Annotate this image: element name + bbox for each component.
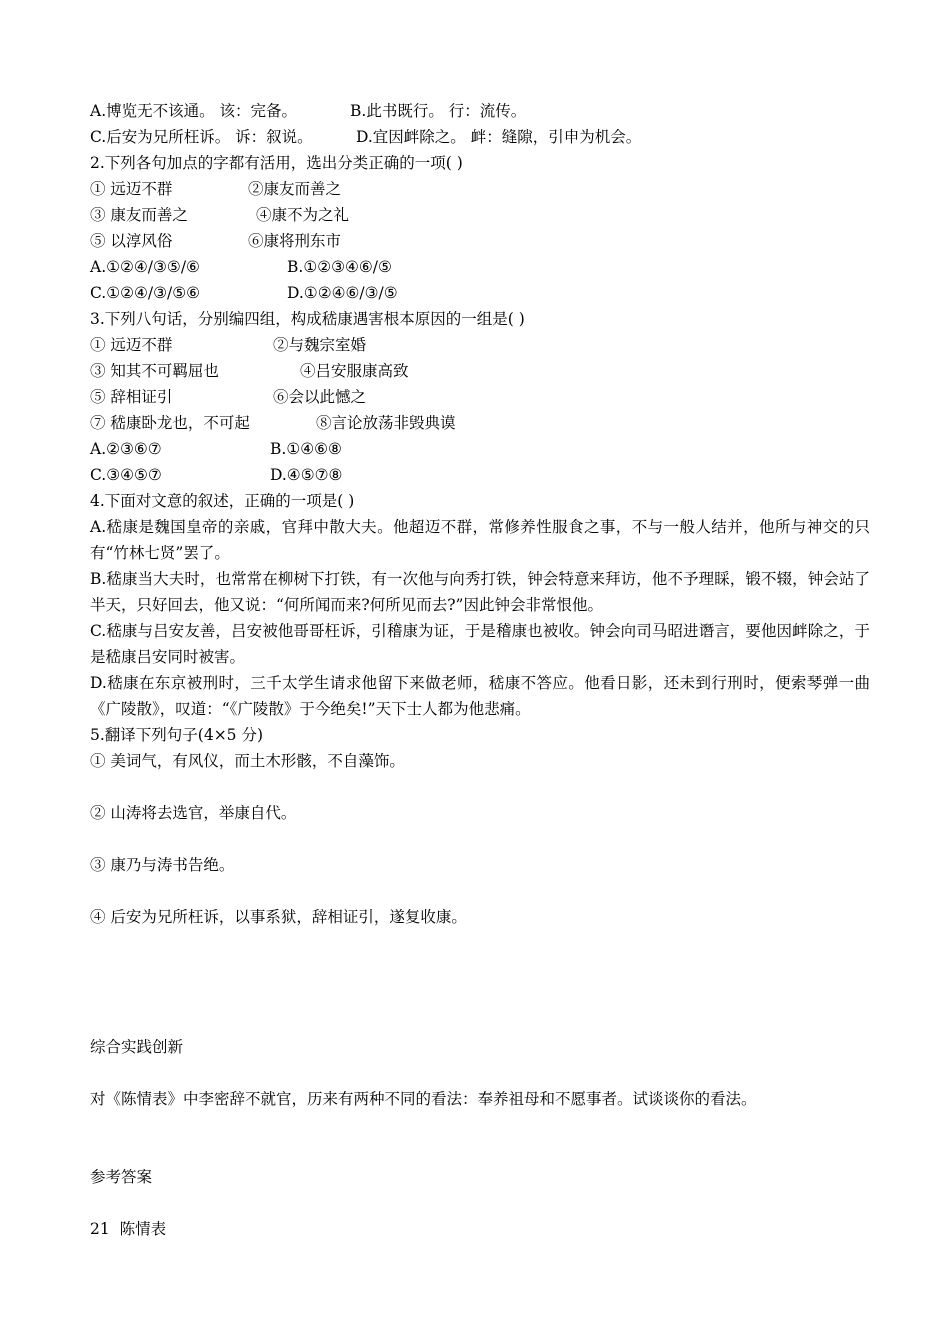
q3-item-row xyxy=(90,332,870,358)
q2-option: C.①②④/③/⑤⑥ xyxy=(90,284,201,302)
q3-item: ②与魏宗室婚 xyxy=(273,336,367,354)
q5-item: ② 山涛将去选官，举康自代。 xyxy=(90,804,297,822)
practice-text: 对《陈情表》中李密辞不就官，历来有两种不同的看法：奉养祖母和不愿事者。试谈谈你的看法。 xyxy=(90,1090,757,1108)
q5-item: ① 美词气，有风仪，而土木形骸，不自藻饰。 xyxy=(90,752,405,770)
q1-options-row-2 xyxy=(90,124,870,150)
q1-options-row-1 xyxy=(90,98,870,124)
q2-item-row xyxy=(90,176,870,202)
q3-item-row xyxy=(90,384,870,410)
q3-item: ① 远迈不群 xyxy=(90,336,173,354)
q3-option: C.③④⑤⑦ xyxy=(90,466,162,484)
q4-option-c: C.嵇康与吕安友善，吕安被他哥哥枉诉，引稽康为证，于是稽康也被收。钟会向司马昭进谮言，要他因衅除之，于是嵇康吕安同时被害。 xyxy=(90,622,870,666)
q2-item: ⑤ 以淳风俗 xyxy=(90,232,173,250)
q2-option: D.①②④⑥/③/⑤ xyxy=(287,284,398,302)
q1-option-d: D.宜因衅除之。 衅：缝隙，引申为机会。 xyxy=(356,128,642,146)
q3-item-row xyxy=(90,358,870,384)
q1-option-a: A.博览无不该通。 该：完备。 xyxy=(90,102,298,120)
q4-option-a: A.嵇康是魏国皇帝的亲戚，官拜中散大夫。他超迈不群，常修养性服食之事，不与一般人结并，他所与神交的只有“竹林七贤”罢了。 xyxy=(90,518,870,562)
q2-item: ③ 康友而善之 xyxy=(90,206,188,224)
q2-option: B.①②③④⑥/⑤ xyxy=(287,258,392,276)
q3-item: ⑥会以此憾之 xyxy=(273,388,367,406)
q3-item: ⑦ 嵇康卧龙也，不可起 xyxy=(90,414,250,432)
q4-option-b: B.嵇康当大夫时，也常常在柳树下打铁，有一次他与向秀打铁，钟会特意来拜访，他不予理睬，锻不辍，钟会站了半天，只好回去，他又说：“何所闻而来?何所见而去?”因此钟会非常恨他。 xyxy=(90,570,870,614)
q3-item: ⑧言论放荡非毁典谟 xyxy=(316,414,456,432)
q3-item: ⑤ 辞相证引 xyxy=(90,388,173,406)
q2-item-row xyxy=(90,228,870,254)
q2-option: A.①②④/③⑤/⑥ xyxy=(90,258,200,276)
q2-option-row xyxy=(90,254,870,280)
q1-option-c: C.后安为兄所枉诉。 诉：叙说。 xyxy=(90,128,313,146)
practice-heading: 综合实践创新 xyxy=(90,1038,184,1056)
q4-option-d: D.嵇康在东京被刑时，三千太学生请求他留下来做老师，嵇康不答应。他看日影，还未到行刑时，便索琴弹一曲《广陵散》，叹道：“《广陵散》于今绝矣!”天下士人都为他悲痛。 xyxy=(90,674,870,718)
q2-item: ②康友而善之 xyxy=(248,180,342,198)
q2-item: ④康不为之礼 xyxy=(256,206,350,224)
q3-option: D.④⑤⑦⑧ xyxy=(270,466,343,484)
q5-stem: 5.翻译下列句子(4×5 分) xyxy=(90,726,264,744)
q2-option-row xyxy=(90,280,870,306)
answers-title: 21 陈情表 xyxy=(90,1220,167,1238)
q3-item: ④吕安服康高致 xyxy=(300,362,409,380)
q2-item-row xyxy=(90,202,870,228)
q1-option-b: B.此书既行。 行：流传。 xyxy=(350,102,527,120)
document-page xyxy=(90,98,870,1242)
q2-item: ⑥康将刑东市 xyxy=(248,232,342,250)
q3-option: A.②③⑥⑦ xyxy=(90,440,162,458)
q3-stem: 3.下列八句话，分别编四组，构成嵇康遇害根本原因的一组是( ) xyxy=(90,310,525,328)
q3-item-row xyxy=(90,410,870,436)
q5-item: ③ 康乃与涛书告绝。 xyxy=(90,856,235,874)
q3-option-row xyxy=(90,462,870,488)
answers-heading: 参考答案 xyxy=(90,1168,153,1186)
q2-item: ① 远迈不群 xyxy=(90,180,173,198)
q4-stem: 4.下面对文意的叙述，正确的一项是( ) xyxy=(90,492,355,510)
q5-item: ④ 后安为兄所枉诉，以事系狱，辞相证引，遂复收康。 xyxy=(90,908,467,926)
q3-option-row xyxy=(90,436,870,462)
q3-item: ③ 知其不可羁屈也 xyxy=(90,362,219,380)
q2-stem: 2.下列各句加点的字都有活用，选出分类正确的一项( ) xyxy=(90,154,463,172)
q3-option: B.①④⑥⑧ xyxy=(270,440,342,458)
